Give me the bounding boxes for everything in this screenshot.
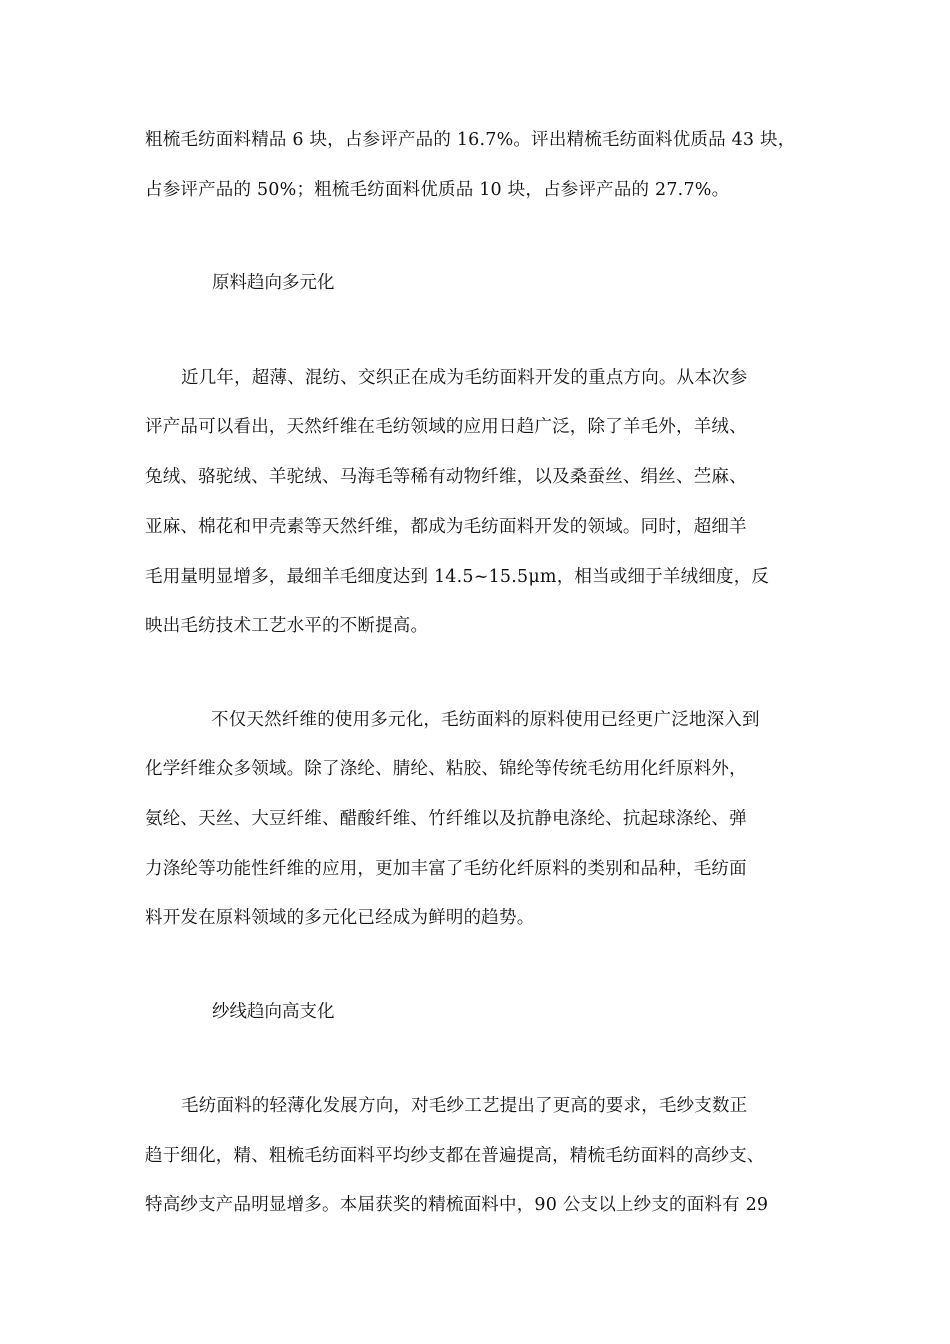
paragraph-4-line-2: 趋于细化，精、粗梳毛纺面料平均纱支都在普遍提高，精梳毛纺面料的高纱支、 <box>145 1146 765 1166</box>
paragraph-3-line-1: 不仅天然纤维的使用多元化，毛纺面料的原料使用已经更广泛地深入到 <box>211 710 760 730</box>
paragraph-3-line-3: 氨纶、天丝、大豆纤维、醋酸纤维、竹纤维以及抗静电涤纶、抗起球涤纶、弹 <box>145 809 747 829</box>
paragraph-2-line-5: 毛用量明显增多，最细羊毛细度达到 14.5~15.5μm，相当或细于羊绒细度，反 <box>145 567 770 587</box>
paragraph-4-line-3: 特高纱支产品明显增多。本届获奖的精梳面料中，90 公支以上纱支的面料有 29 <box>145 1195 769 1215</box>
paragraph-3-line-2: 化学纤维众多领域。除了涤纶、腈纶、粘胶、锦纶等传统毛纺用化纤原料外， <box>145 759 747 779</box>
paragraph-2-line-4: 亚麻、棉花和甲壳素等天然纤维，都成为毛纺面料开发的领域。同时，超细羊 <box>145 517 747 537</box>
paragraph-3-line-4: 力涤纶等功能性纤维的应用，更加丰富了毛纺化纤原料的类别和品种，毛纺面 <box>145 859 747 879</box>
paragraph-3-line-5: 料开发在原料领域的多元化已经成为鲜明的趋势。 <box>145 908 535 928</box>
paragraph-1-line-1: 粗梳毛纺面料精品 6 块，占参评产品的 16.7%。评出精梳毛纺面料优质品 43 块， <box>145 130 796 150</box>
section-heading-raw-materials: 原料趋向多元化 <box>212 273 335 293</box>
paragraph-2-line-3: 兔绒、骆驼绒、羊驼绒、马海毛等稀有动物纤维，以及桑蚕丝、绢丝、苎麻、 <box>145 467 747 487</box>
paragraph-2-line-6: 映出毛纺技术工艺水平的不断提高。 <box>145 616 429 636</box>
section-heading-yarn: 纱线趋向高支化 <box>212 1002 335 1022</box>
paragraph-2-line-1: 近几年，超薄、混纺、交织正在成为毛纺面料开发的重点方向。从本次参 <box>181 368 748 388</box>
paragraph-2-line-2: 评产品可以看出，天然纤维在毛纺领域的应用日趋广泛，除了羊毛外，羊绒、 <box>145 417 747 437</box>
paragraph-1-line-2: 占参评产品的 50%；粗梳毛纺面料优质品 10 块，占参评产品的 27.7%。 <box>145 180 730 200</box>
paragraph-4-line-1: 毛纺面料的轻薄化发展方向，对毛纱工艺提出了更高的要求，毛纱支数正 <box>181 1096 748 1116</box>
